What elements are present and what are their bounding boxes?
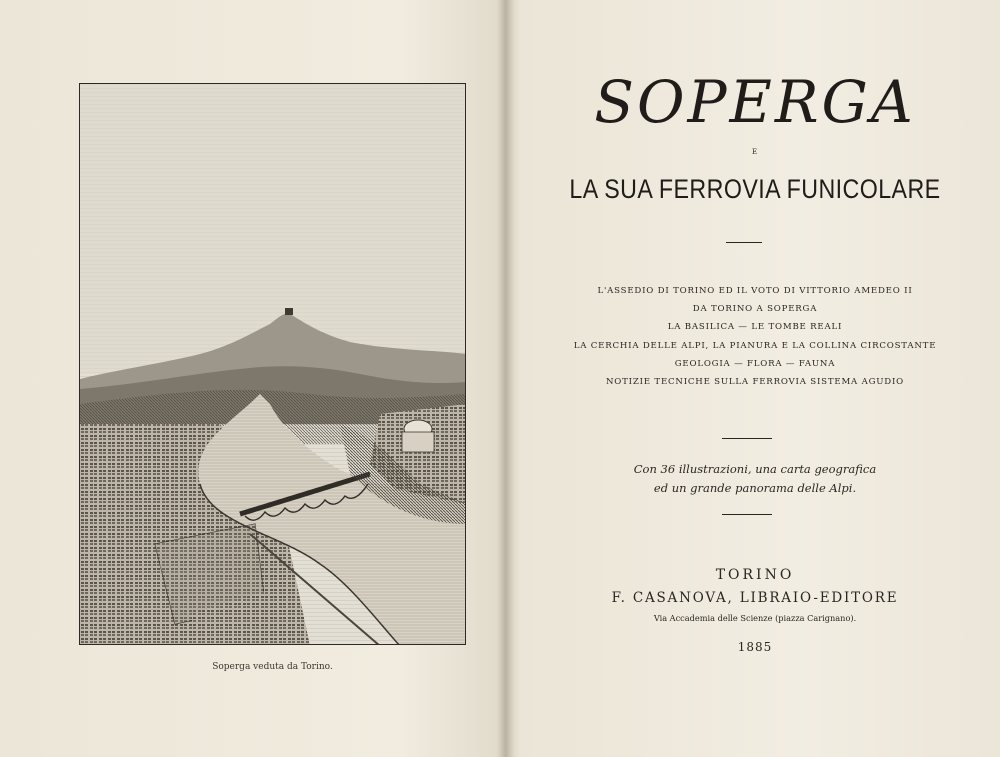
illustrations-line: ed un grande panorama delle Alpi. [653,481,857,495]
book-subtitle: LA SUA FERROVIA FUNICOLARE [569,174,941,204]
divider-rule [722,514,772,515]
contents-line: LA BASILICA — LE TOMBE REALI [667,322,843,333]
contents-list [510,282,1000,391]
imprint-address: Via Accademia delle Scienze (piazza Carignano). [653,613,857,623]
contents-line: LA CERCHIA DELLE ALPI, LA PIANURA E LA COLLINA CIRCOSTANTE [573,340,937,351]
title-conjunction: E [751,148,759,156]
plate-caption: Soperga veduta da Torino. [212,662,333,672]
illustrations-line: Con 36 illustrazioni, una carta geografica [633,462,877,476]
contents-line: L'ASSEDIO DI TORINO ED IL VOTO DI VITTORIO AMEDEO II [597,286,913,296]
contents-line: DA TORINO A SOPERGA [692,304,818,315]
engraving-illustration [80,84,466,645]
divider-rule [726,242,762,243]
imprint-year: 1885 [737,640,773,654]
illustrations-note [510,460,1000,498]
imprint-publisher: F. CASANOVA, LIBRAIO-EDITORE [611,590,899,606]
contents-line: NOTIZIE TECNICHE SULLA FERROVIA SISTEMA AGUDIO [605,377,905,388]
engraving-plate [79,83,466,645]
book-title: SOPERGA [594,68,916,136]
imprint-city: TORINO [715,567,795,583]
divider-rule [722,438,772,439]
contents-line: GEOLOGIA — FLORA — FAUNA [674,358,836,369]
right-page [510,0,1000,757]
